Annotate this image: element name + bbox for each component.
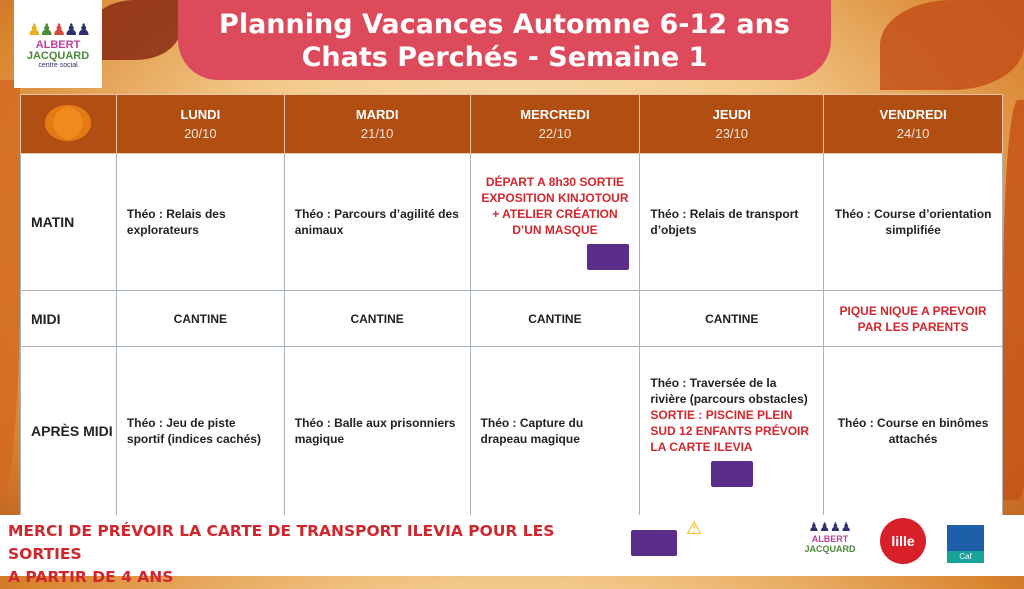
footer-line1: MERCI DE PRÉVOIR LA CARTE DE TRANSPORT ILEVIA POUR LES SORTIES <box>8 522 555 563</box>
albert-jacquard-logo-small: ♟♟♟♟ ALBERT JACQUARD <box>798 520 862 554</box>
activity-cell: CANTINE <box>284 291 470 347</box>
day-header: LUNDI 20/10 <box>116 95 284 154</box>
day-header: VENDREDI 24/10 <box>824 95 1003 154</box>
activity-cell: PIQUE NIQUE A PREVOIR PAR LES PARENTS <box>824 291 1003 347</box>
row-matin <box>21 154 1003 291</box>
row-apres-midi <box>21 347 1003 516</box>
ilevia-card-icon <box>711 461 753 487</box>
title-line1: Planning Vacances Automne 6-12 ans <box>219 9 790 40</box>
family-icon: ♟♟♟♟ <box>808 520 852 534</box>
activity-cell: Théo : Course en binômes attachés <box>824 347 1003 516</box>
activity-cell: CANTINE <box>116 291 284 347</box>
activity-cell <box>470 154 640 291</box>
schedule-table <box>20 94 1003 516</box>
title-line2: Chats Perchés - Semaine 1 <box>301 42 708 73</box>
row-label: APRÈS MIDI <box>21 347 117 516</box>
day-header: JEUDI 23/10 <box>640 95 824 154</box>
caf-logo: Caf <box>947 525 984 563</box>
day-header: MERCREDI 22/10 <box>470 95 640 154</box>
family-icon: ♟♟♟♟♟ <box>27 21 89 39</box>
logo-tag: centre social <box>38 61 78 69</box>
activity-cell: Théo : Parcours d’agilité des animaux <box>284 154 470 291</box>
header-row <box>21 95 1003 154</box>
row-midi <box>21 291 1003 347</box>
ilevia-card-icon <box>587 244 629 270</box>
footer-note <box>8 520 628 589</box>
activity-text: Théo : Traversée de la rivière (parcours obstacles) <box>650 376 808 406</box>
row-label: MATIN <box>21 154 117 291</box>
footer-line2: A PARTIR DE 4 ANS <box>8 568 174 586</box>
outing-text: SORTIE : PISCINE PLEIN SUD 12 ENFANTS PRÉVOIR LA CARTE ILEVIA <box>650 408 810 454</box>
activity-cell: CANTINE <box>640 291 824 347</box>
logo-line2: JACQUARD <box>26 49 90 62</box>
activity-cell: CANTINE <box>470 291 640 347</box>
albert-jacquard-logo <box>14 0 102 88</box>
logo-line1: ALBERT <box>35 38 81 51</box>
row-label: MIDI <box>21 291 117 347</box>
lille-logo: lille <box>880 518 926 564</box>
activity-cell: Théo : Course d’orientation simplifiée <box>824 154 1003 291</box>
activity-cell: Théo : Jeu de piste sportif (indices cachés) <box>116 347 284 516</box>
outing-text: DÉPART A 8h30 SORTIE EXPOSITION KINJOTOUR + ATELIER CRÉATION D’UN MASQUE <box>481 175 629 237</box>
activity-cell: Théo : Relais de transport d’objets <box>640 154 824 291</box>
activity-cell <box>640 347 824 516</box>
day-header: MARDI 21/10 <box>284 95 470 154</box>
warning-icon: ⚠ <box>686 518 703 538</box>
activity-cell: Théo : Balle aux prisonniers magique <box>284 347 470 516</box>
page-title <box>178 0 831 80</box>
pumpkin-icon <box>21 95 117 154</box>
ilevia-card-icon <box>631 530 677 556</box>
activity-cell: Théo : Capture du drapeau magique <box>470 347 640 516</box>
activity-cell: Théo : Relais des explorateurs <box>116 154 284 291</box>
